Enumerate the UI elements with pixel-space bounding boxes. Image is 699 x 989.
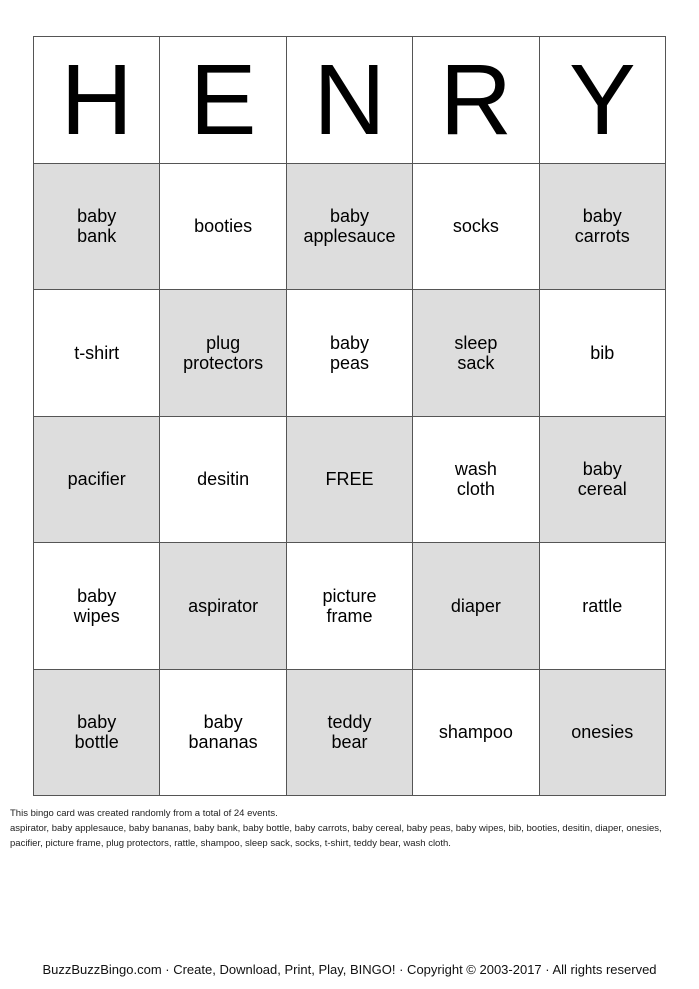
bingo-square: baby carrots [540, 164, 666, 291]
header-letter-n: N [287, 37, 413, 164]
bingo-card [33, 36, 666, 796]
bingo-square: teddy bear [287, 670, 413, 797]
header-letter-e: E [160, 37, 286, 164]
bingo-square: diaper [413, 543, 539, 670]
bingo-square: baby bank [34, 164, 160, 291]
header-letter-y: Y [540, 37, 666, 164]
generation-note [10, 806, 690, 851]
bingo-square: desitin [160, 417, 286, 544]
bingo-square: socks [413, 164, 539, 291]
bingo-square: sleep sack [413, 290, 539, 417]
bingo-square: bib [540, 290, 666, 417]
bingo-square: baby bananas [160, 670, 286, 797]
note-items-line-2: pacifier, picture frame, plug protectors, rattle, shampoo, sleep sack, socks, t-shirt, teddy bear, wash cloth. [10, 838, 451, 849]
bingo-square: baby bottle [34, 670, 160, 797]
bingo-square: baby wipes [34, 543, 160, 670]
bingo-square: onesies [540, 670, 666, 797]
bingo-square: rattle [540, 543, 666, 670]
bingo-square: plug protectors [160, 290, 286, 417]
bingo-square: wash cloth [413, 417, 539, 544]
note-summary: This bingo card was created randomly from a total of 24 events. [10, 808, 278, 819]
note-items-line-1: aspirator, baby applesauce, baby bananas, baby bank, baby bottle, baby carrots, baby cereal, baby peas, baby wipes, bib, booties, desitin, diaper, onesies, [10, 823, 662, 834]
header-letter-h: H [34, 37, 160, 164]
bingo-square: booties [160, 164, 286, 291]
bingo-square: baby peas [287, 290, 413, 417]
bingo-square: t-shirt [34, 290, 160, 417]
bingo-square: baby applesauce [287, 164, 413, 291]
header-letter-r: R [413, 37, 539, 164]
bingo-square: aspirator [160, 543, 286, 670]
bingo-square: picture frame [287, 543, 413, 670]
bingo-square: baby cereal [540, 417, 666, 544]
footer-copyright: BuzzBuzzBingo.com · Create, Download, Print, Play, BINGO! · Copyright © 2003-2017 · All rights reserved [42, 962, 657, 977]
bingo-square: pacifier [34, 417, 160, 544]
bingo-square: shampoo [413, 670, 539, 797]
free-space: FREE [287, 417, 413, 544]
